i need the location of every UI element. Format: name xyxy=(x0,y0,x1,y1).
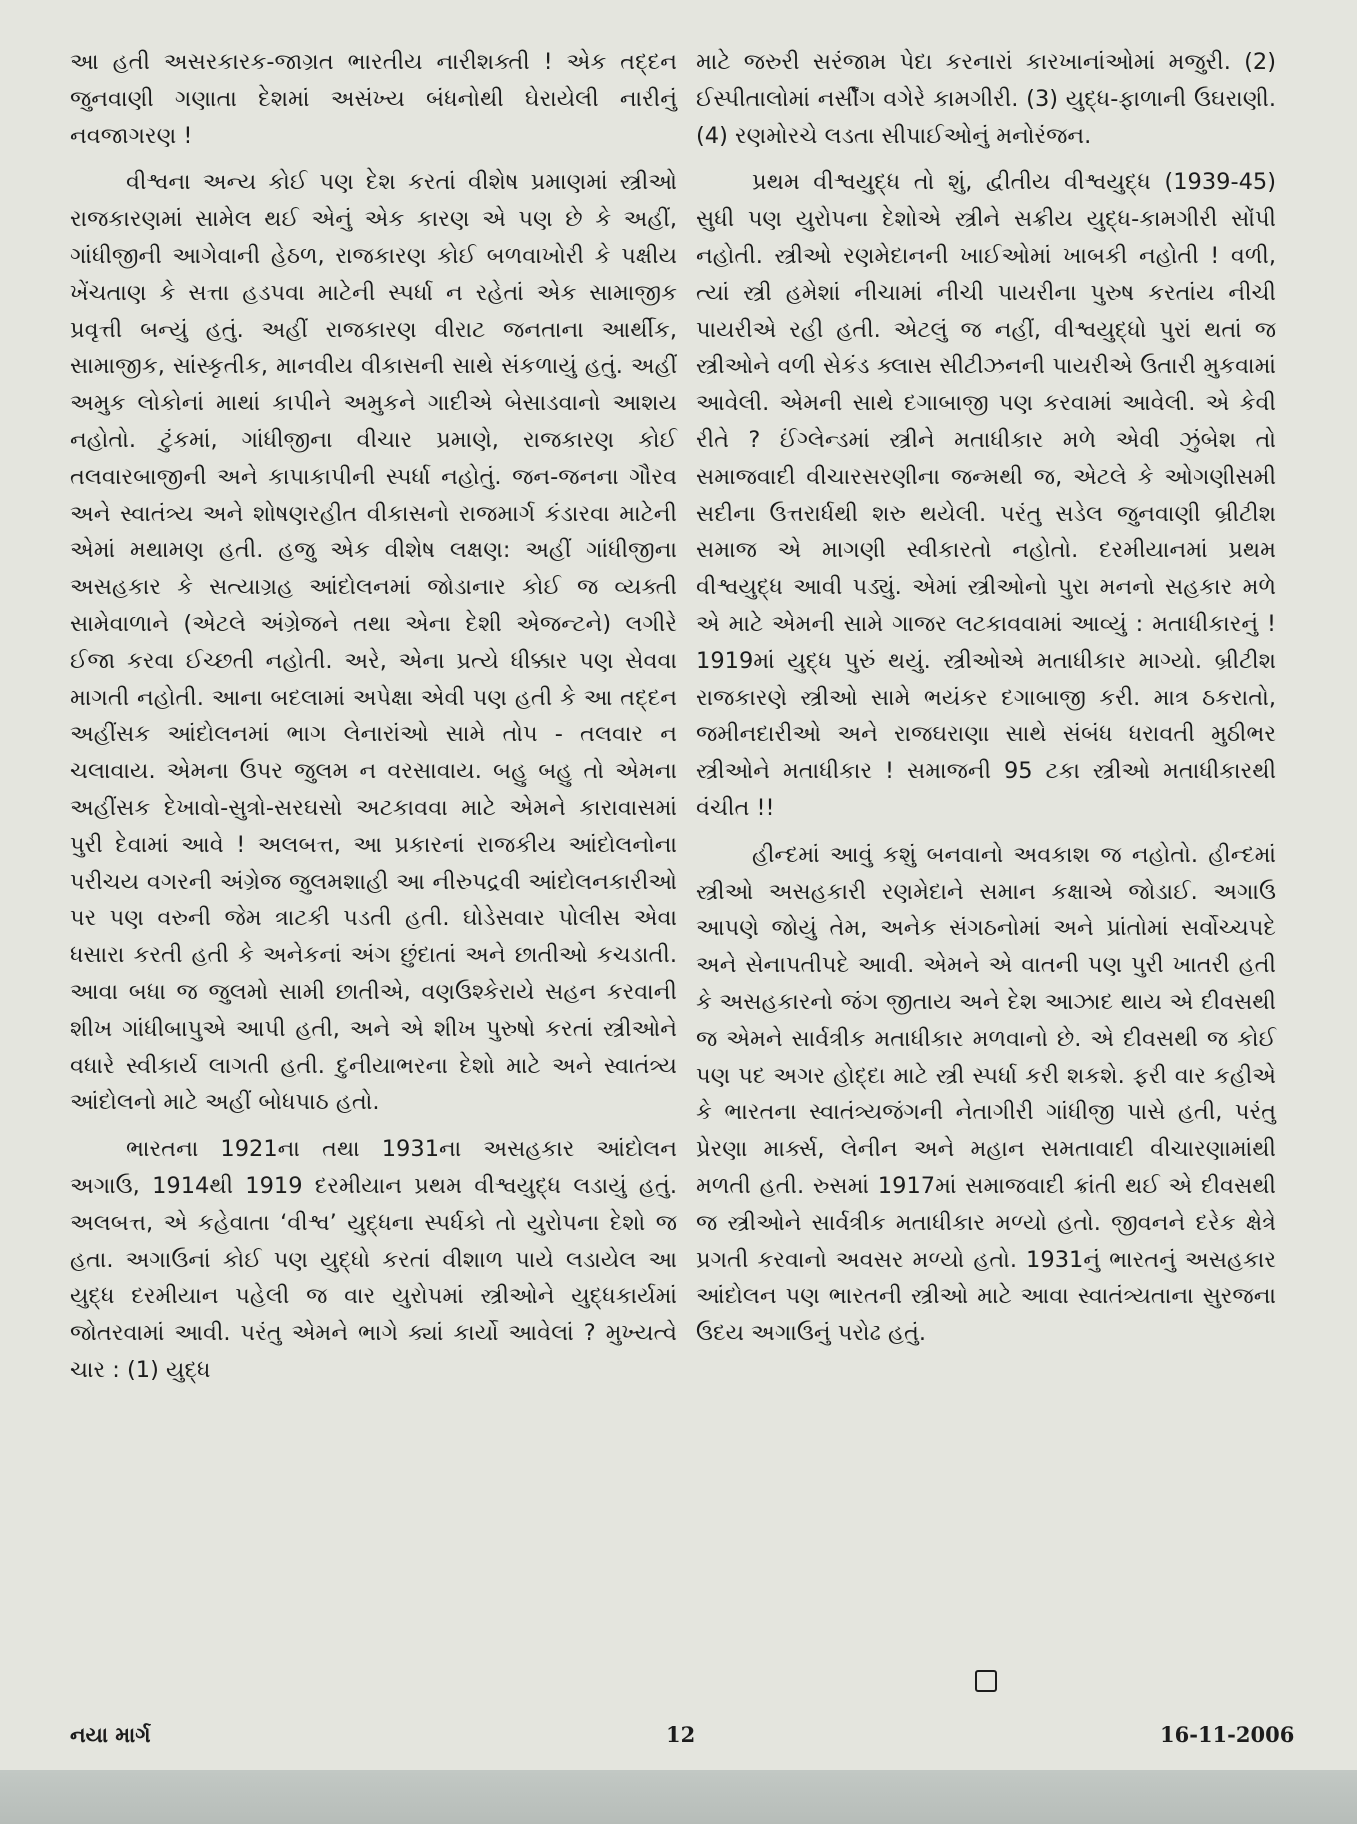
paragraph: માટે જરુરી સરંજામ પેદા કરનારાં કારખાનાંઓમાં મજુરી. (2) ઈસ્પીતાલોમાં નર્સીંગ વગેરે કામગીરી. (3) યુદ્ધ-ફાળાની ઉઘરાણી. (4) રણમોરચે લડતા સીપાઈઓનું મનોરંજન. xyxy=(696,49,1276,149)
paragraph: આ હતી અસરકારક-જાગ્રત ભારતીય નારીશક્તી ! એક તદ્દન જુનવાણી ગણાતા દેશમાં અસંખ્ય બંધનોથી ઘેરાયેલી નારીનું નવજાગરણ ! xyxy=(70,49,677,149)
paragraph: હીન્દમાં આવું કશું બનવાનો અવકાશ જ નહોતો. હીન્દમાં સ્ત્રીઓ અસહકારી રણમેદાને સમાન કક્ષાએ જોડાઈ. અગાઉ આપણે જોયું તેમ, અનેક સંગઠનોમાં અને પ્રાંતોમાં સર્વોચ્ચપદે અને સેનાપતીપદે આવી. એમને એ વાતની પણ પુરી ખાતરી હતી કે અસહકારનો જંગ જીતાય અને દેશ આઝાદ થાય એ દીવસથી જ એમને સાર્વત્રીક મતાધીકાર મળવાનો છે. એ દીવસથી જ કોઈ પણ પદ અગર હોદ્દા માટે સ્ત્રી સ્પર્ધા કરી શકશે. ફરી વાર કહીએ કે ભારતના સ્વાતંત્ર્યજંગની નેતાગીરી ગાંધીજી પાસે હતી, પરંતુ પ્રેરણા માર્ક્સ, લેનીન અને મહાન સમતાવાદી વીચારણામાંથી મળતી હતી. રુસમાં 1917માં સમાજવાદી ક્રાંતી થઈ એ દીવસથી જ સ્ત્રીઓને સાર્વત્રીક મતાધીકાર મળ્યો હતો. જીવનને દરેક ક્ષેત્રે પ્રગતી કરવાનો અવસર મળ્યો હતો. 1931નું ભારતનું અસહકાર આંદોલન પણ ભારતની સ્ત્રીઓ માટે આવા સ્વાતંત્ર્યતાના સુરજના ઉદય અગાઉનું પરોઢ હતું. xyxy=(696,841,1276,1347)
right-column xyxy=(696,44,1276,1362)
paragraph: વીશ્વના અન્ય કોઈ પણ દેશ કરતાં વીશેષ પ્રમાણમાં સ્ત્રીઓ રાજકારણમાં સામેલ થઈ એનું એક કારણ એ પણ છે કે અહીં, ગાંધીજીની આગેવાની હેઠળ, રાજકારણ કોઈ બળવાખોરી કે પક્ષીય ખેંચતાણ કે સત્તા હડપવા માટેની સ્પર્ધા ન રહેતાં એક સામાજીક પ્રવૃત્તી બન્યું હતું. અહીં રાજકારણ વીરાટ જનતાના આર્થીક, સામાજીક, સાંસ્કૃતીક, માનવીય વીકાસની સાથે સંકળાયું હતું. અહીં અમુક લોકોનાં માથાં કાપીને અમુકને ગાદીએ બેસાડવાનો આશય નહોતો. ટુંકમાં, ગાંધીજીના વીચાર પ્રમાણે, રાજકારણ કોઈ તલવારબાજીની અને કાપાકાપીની સ્પર્ધા નહોતું. જન-જનના ગૌરવ અને સ્વાતંત્ર્ય અને શોષણરહીત વીકાસનો રાજમાર્ગ કંડારવા માટેની એમાં મથામણ હતી. હજુ એક વીશેષ લક્ષણ: અહીં ગાંધીજીના અસહકાર કે સત્યાગ્રહ આંદોલનમાં જોડાનાર કોઈ જ વ્યક્તી સામેવાળાને (એટલે અંગ્રેજને તથા એના દેશી એજન્ટને) લગીરે ઈજા કરવા ઈચ્છતી નહોતી. અરે, એના પ્રત્યે ધીક્કાર પણ સેવવા માગતી નહોતી. આના બદલામાં અપેક્ષા એવી પણ હતી કે આ તદ્દન અહીંસક આંદોલનમાં ભાગ લેનારાંઓ સામે તોપ - તલવાર ન ચલાવાય. એમના ઉપર જુલમ ન વરસાવાય. બહુ બહુ તો એમના અહીંસક દેખાવો-સુત્રો-સરઘસો અટકાવવા માટે એમને કારાવાસમાં પુરી દેવામાં આવે ! અલબત્ત, આ પ્રકારનાં રાજકીય આંદોલનોના પરીચય વગરની અંગ્રેજ જુલમશાહી આ નીરુપદ્રવી આંદોલનકારીઓ પર પણ વરુની જેમ ત્રાટકી પડતી હતી. ઘોડેસવાર પોલીસ એવા ધસારા કરતી હતી કે અનેકનાં અંગ છુંદાતાં અને છાતીઓ કચડાતી. આવા બધા જ જુલમો સામી છાતીએ, વણઉશ્કેરાયે સહન કરવાની શીખ ગાંધીબાપુએ આપી હતી, અને એ શીખ પુરુષો કરતાં સ્ત્રીઓને વધારે સ્વીકાર્ય લાગતી હતી. દુનીયાભરના દેશો માટે અને સ્વાતંત્ર્ય આંદોલનો માટે અહીં બોધપાઠ હતો. xyxy=(70,169,677,1116)
publication-name: નયા માર્ગ xyxy=(70,1722,151,1747)
end-of-article-icon xyxy=(975,1670,997,1692)
scan-bottom-strip xyxy=(0,1770,1357,1824)
paragraph: પ્રથમ વીશ્વયુદ્ધ તો શું, દ્વીતીય વીશ્વયુદ્ધ (1939-45) સુધી પણ યુરોપના દેશોએ સ્ત્રીને સક્રીય યુદ્ધ-કામગીરી સોંપી નહોતી. સ્ત્રીઓ રણમેદાનની ખાઈઓમાં ખાબકી નહોતી ! વળી, ત્યાં સ્ત્રી હમેશાં નીચામાં નીચી પાયરીના પુરુષ કરતાંય નીચી પાયરીએ રહી હતી. એટલું જ નહીં, વીશ્વયુદ્ધો પુરાં થતાં જ સ્ત્રીઓને વળી સેકંડ ક્લાસ સીટીઝનની પાયરીએ ઉતારી મુકવામાં આવેલી. એમની સાથે દગાબાજી પણ કરવામાં આવેલી. એ કેવી રીતે ? ઈંગ્લેન્ડમાં સ્ત્રીને મતાધીકાર મળે એવી ઝુંબેશ તો સમાજવાદી વીચારસરણીના જન્મથી જ, એટલે કે ઓગણીસમી સદીના ઉત્તરાર્ધથી શરુ થયેલી. પરંતુ સડેલ જુનવાણી બ્રીટીશ સમાજ એ માગણી સ્વીકારતો નહોતો. દરમીયાનમાં પ્રથમ વીશ્વયુદ્ધ આવી પડ્યું. એમાં સ્ત્રીઓનો પુરા મનનો સહકાર મળે એ માટે એમની સામે ગાજર લટકાવવામાં આવ્યું : મતાધીકારનું ! 1919માં યુદ્ધ પુરું થયું. સ્ત્રીઓએ મતાધીકાર માગ્યો. બ્રીટીશ રાજકારણે સ્ત્રીઓ સામે ભયંકર દગાબાજી કરી. માત્ર ઠકરાતો, જમીનદારીઓ અને રાજઘરાણા સાથે સંબંધ ધરાવતી મુઠીભર સ્ત્રીઓને મતાધીકાર ! સમાજની 95 ટકા સ્ત્રીઓ મતાધીકારથી વંચીત !! xyxy=(696,169,1276,821)
issue-date: 16-11-2006 xyxy=(1160,1722,1295,1747)
page-number: 12 xyxy=(666,1722,696,1747)
left-column xyxy=(70,44,677,1399)
paragraph: ભારતના 1921ના તથા 1931ના અસહકાર આંદોલન અગાઉ, 1914થી 1919 દરમીયાન પ્રથમ વીશ્વયુદ્ધ લડાયું હતું. અલબત્ત, એ કહેવાતા ‘વીશ્વ’ યુદ્ધના સ્પર્ધકો તો યુરોપના દેશો જ હતા. અગાઉનાં કોઈ પણ યુદ્ધો કરતાં વીશાળ પાયે લડાયેલ આ યુદ્ધ દરમીયાન પહેલી જ વાર યુરોપમાં સ્ત્રીઓને યુદ્ધકાર્યમાં જોતરવામાં આવી. પરંતુ એમને ભાગે ક્યાં કાર્યો આવેલાં ? મુખ્યત્વે ચાર : (1) યુદ્ધ xyxy=(70,1136,677,1383)
